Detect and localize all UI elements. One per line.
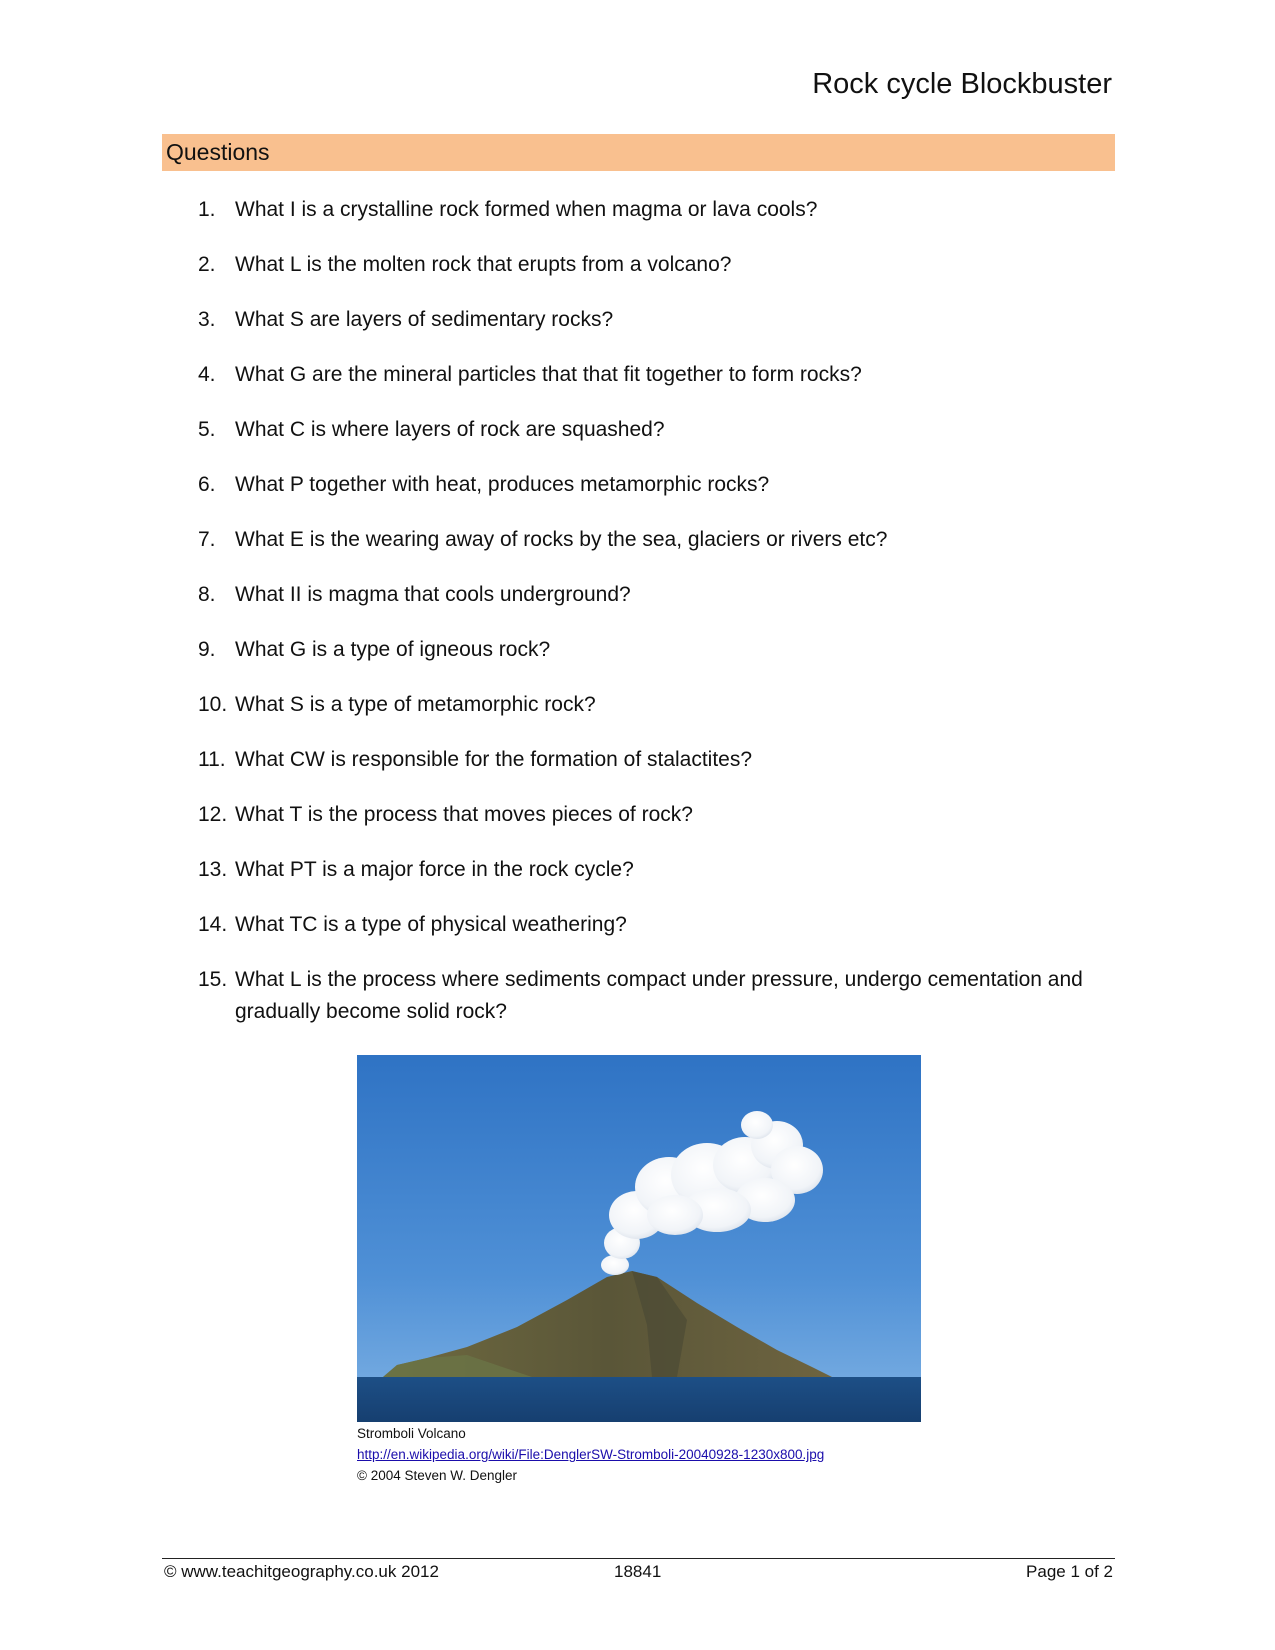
- footer-divider: [162, 1558, 1115, 1559]
- stromboli-volcano-photo: [357, 1055, 921, 1422]
- question-number: 13.: [198, 858, 228, 881]
- sea: [357, 1377, 921, 1422]
- question-text: What T is the process that moves pieces of rock?: [235, 803, 693, 826]
- photo-caption: [357, 1423, 824, 1486]
- question-text: What L is the process where sediments compact under pressure, undergo cementation and gradually become solid rock?: [235, 968, 1083, 1023]
- question-number: 4.: [198, 363, 216, 386]
- question-item: [198, 414, 1098, 446]
- question-number: 3.: [198, 308, 216, 331]
- question-item: [198, 689, 1098, 721]
- question-number: 1.: [198, 198, 216, 221]
- question-item: [198, 744, 1098, 776]
- question-text: What G is a type of igneous rock?: [235, 638, 551, 661]
- question-item: [198, 524, 1098, 556]
- footer-resource-id: 18841: [614, 1562, 662, 1581]
- question-item: [198, 799, 1098, 831]
- question-item: [198, 909, 1098, 941]
- question-number: 10.: [198, 693, 228, 716]
- question-text: What E is the wearing away of rocks by the sea, glaciers or rivers etc?: [235, 528, 888, 551]
- question-text: What S is a type of metamorphic rock?: [235, 693, 596, 716]
- section-header-label: Questions: [166, 139, 270, 165]
- question-text: What II is magma that cools underground?: [235, 583, 631, 606]
- question-item: [198, 634, 1098, 666]
- question-text: What S are layers of sedimentary rocks?: [235, 308, 614, 331]
- questions-section-header: [162, 134, 1115, 171]
- question-item: [198, 194, 1098, 226]
- question-item: [198, 249, 1098, 281]
- question-number: 8.: [198, 583, 216, 606]
- caption-credit: © 2004 Steven W. Dengler: [357, 1468, 518, 1483]
- footer-page-number: Page 1 of 2: [1026, 1562, 1113, 1581]
- question-text: What G are the mineral particles that that fit together to form rocks?: [235, 363, 862, 386]
- question-text: What PT is a major force in the rock cycle?: [235, 858, 634, 881]
- question-item: [198, 579, 1098, 611]
- question-text: What L is the molten rock that erupts from a volcano?: [235, 253, 732, 276]
- question-item: [198, 304, 1098, 336]
- question-number: 5.: [198, 418, 216, 441]
- document-title: Rock cycle Blockbuster: [812, 68, 1112, 100]
- question-number: 11.: [198, 748, 226, 771]
- question-text: What C is where layers of rock are squashed?: [235, 418, 665, 441]
- question-item: [198, 469, 1098, 501]
- question-item: [198, 854, 1098, 886]
- question-text: What I is a crystalline rock formed when magma or lava cools?: [235, 198, 818, 221]
- question-number: 2.: [198, 253, 216, 276]
- question-list: [198, 194, 1098, 1051]
- question-number: 9.: [198, 638, 216, 661]
- question-item: [198, 359, 1098, 391]
- question-text: What CW is responsible for the formation of stalactites?: [235, 748, 753, 771]
- question-number: 6.: [198, 473, 216, 496]
- question-text: What TC is a type of physical weathering?: [235, 913, 627, 936]
- caption-title: Stromboli Volcano: [357, 1426, 466, 1441]
- question-number: 12.: [198, 803, 228, 826]
- question-number: 15.: [198, 968, 228, 991]
- question-text: What P together with heat, produces metamorphic rocks?: [235, 473, 770, 496]
- footer-copyright: © www.teachitgeography.co.uk 2012: [164, 1562, 439, 1581]
- question-number: 14.: [198, 913, 228, 936]
- caption-source-link[interactable]: http://en.wikipedia.org/wiki/File:DenglerSW-Stromboli-20040928-1230x800.jpg: [357, 1447, 825, 1462]
- question-number: 7.: [198, 528, 216, 551]
- question-item: [198, 964, 1098, 1028]
